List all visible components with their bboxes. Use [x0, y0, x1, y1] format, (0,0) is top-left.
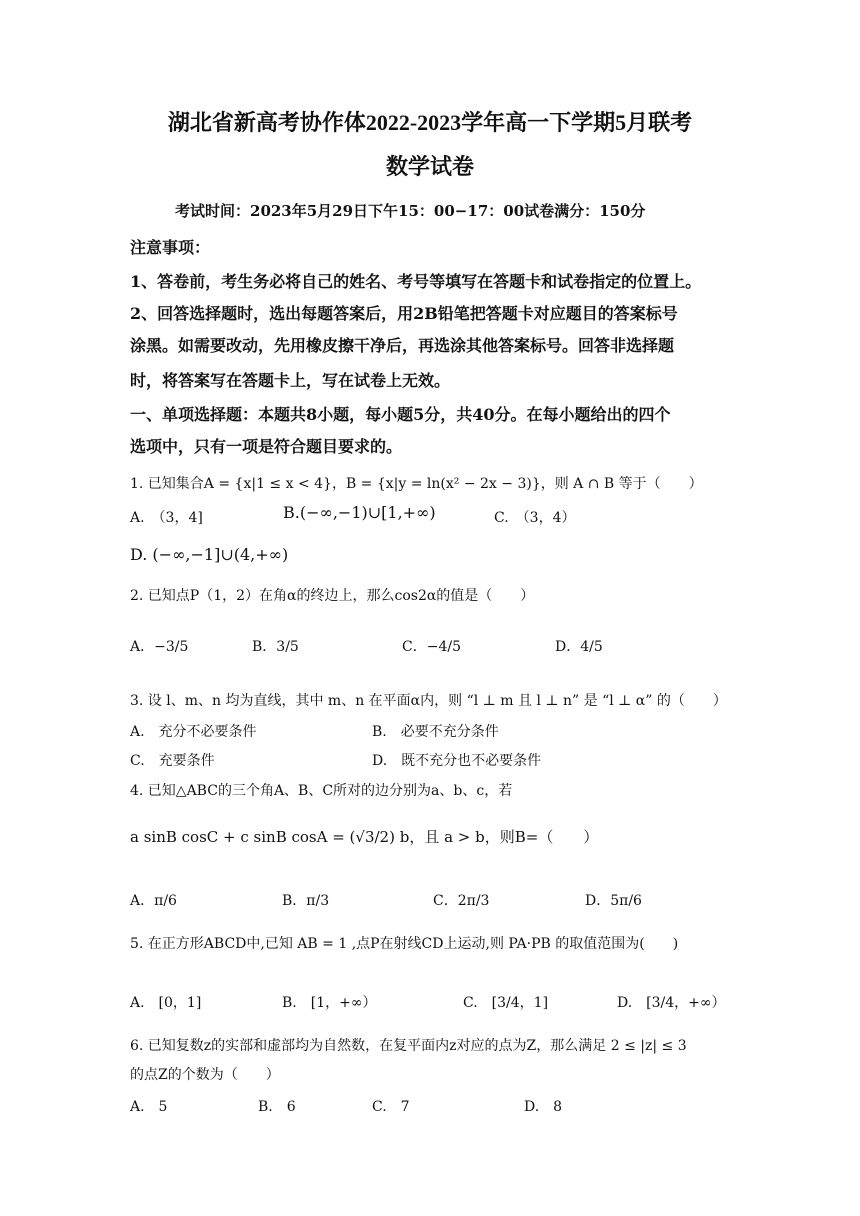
option-label: A．	[130, 639, 155, 655]
notes-item-2-line-3-text: 时，将答案写在答题卡上，写在试卷上无效。	[130, 371, 451, 390]
section-1-line-1	[130, 402, 671, 425]
option-text: D. 既不充分也不必要条件	[372, 753, 542, 769]
option-label: A．	[130, 893, 155, 909]
question-5-option-c	[463, 992, 548, 1012]
option-text: D. [3/4，+∞）	[617, 995, 726, 1011]
option-text: A. 5	[130, 1099, 168, 1115]
option-value: 3/5	[276, 639, 299, 655]
notes-heading	[130, 235, 210, 258]
question-4-formula	[130, 826, 598, 847]
question-6-option-a	[130, 1096, 167, 1116]
question-1-option-a	[130, 507, 203, 527]
option-text: A. （3，4]	[130, 510, 203, 526]
option-text: C. 7	[372, 1099, 410, 1115]
question-6-stem-line-1	[130, 1035, 687, 1055]
question-6-option-d	[524, 1096, 562, 1116]
option-text: C. [3/4，1]	[463, 995, 549, 1011]
option-label: D．	[585, 893, 611, 909]
option-label: B．	[252, 639, 277, 655]
option-value: −3/5	[154, 639, 189, 655]
question-5-option-d	[617, 992, 726, 1012]
section-1-line-2	[130, 434, 402, 457]
option-text: C. 充要条件	[130, 753, 215, 769]
option-text: C. （3，4）	[494, 510, 576, 526]
option-label: C．	[402, 639, 427, 655]
question-4-formula-text: a sinB cosC + c sinB cosA = (√3/2) b，且 a > b，则B=（ ）	[130, 828, 599, 846]
notes-item-1-text: 1、答卷前，考生务必将自己的姓名、考号等填写在答题卡和试卷指定的位置上。	[130, 272, 702, 291]
notes-item-1	[130, 269, 701, 292]
question-2-option-c	[402, 636, 461, 656]
question-4-option-b	[282, 890, 329, 910]
question-4-option-a	[130, 890, 177, 910]
question-6-stem-line-1-text: 6. 已知复数z的实部和虚部均为自然数，在复平面内z对应的点为Z，那么满足 2 ≤ |z| ≤ 3	[130, 1038, 687, 1054]
option-text: D. (−∞,−1]∪(4,+∞)	[130, 545, 289, 564]
title-text: 湖北省新高考协作体2022-2023学年高一下学期5月联考	[167, 110, 693, 135]
question-2-option-b	[252, 636, 299, 656]
page-title	[0, 106, 860, 137]
notes-item-2-line-2-text: 涂黑。如需要改动，先用橡皮擦干净后，再选涂其他答案标号。回答非选择题	[130, 336, 675, 355]
option-value: 4/5	[580, 639, 603, 655]
notes-item-2-line-1-text: 2、回答选择题时，选出每题答案后，用2B铅笔把答题卡对应题目的答案标号	[130, 304, 678, 323]
question-5-stem-text: 5. 在正方形ABCD中,已知 AB = 1 ,点P在射线CD上运动,则 PA·PB 的取值范围为( )	[130, 936, 679, 952]
question-5-option-b	[282, 992, 377, 1012]
option-value: 5π/6	[610, 893, 642, 909]
question-3-option-a	[130, 721, 257, 741]
exam-info	[175, 200, 645, 221]
option-label: B．	[282, 893, 307, 909]
question-3-stem	[130, 690, 727, 710]
question-1-stem	[130, 473, 703, 493]
question-6-stem-line-2	[130, 1064, 280, 1084]
question-2-option-d	[555, 636, 603, 656]
question-3-option-b	[372, 721, 499, 741]
question-4-option-d	[585, 890, 642, 910]
exam-info-text: 考试时间：2023年5月29日下午15：00−17：00试卷满分：150分	[175, 202, 646, 220]
option-label: D．	[555, 639, 581, 655]
question-3-stem-text: 3. 设 l、m、n 均为直线，其中 m、n 在平面α内，则 “l ⊥ m 且 l ⊥ n” 是 “l ⊥ α” 的（ ）	[130, 693, 727, 709]
notes-item-2-line-1	[130, 301, 678, 324]
option-value: π/3	[306, 893, 330, 909]
question-3-option-d	[372, 750, 541, 770]
option-text: A. 充分不必要条件	[130, 724, 257, 740]
question-1-option-b	[283, 503, 436, 522]
question-6-stem-line-2-text: 的点Z的个数为（ ）	[130, 1067, 280, 1083]
question-5-option-a	[130, 992, 201, 1012]
question-1-stem-text: 1. 已知集合A = {x|1 ≤ x < 4}，B = {x|y = ln(x² − 2x − 3)}，则 A ∩ B 等于（ ）	[130, 476, 703, 492]
option-text: B.(−∞,−1)∪[1,+∞)	[283, 503, 436, 522]
option-text: A. [0，1]	[130, 995, 202, 1011]
question-5-stem	[130, 933, 678, 953]
question-2-stem	[130, 585, 534, 605]
option-value: −4/5	[426, 639, 461, 655]
subtitle-text: 数学试卷	[385, 154, 474, 179]
question-4-stem	[130, 780, 512, 800]
option-label: C．	[433, 893, 458, 909]
question-4-option-c	[433, 890, 489, 910]
page-subtitle	[0, 150, 860, 181]
question-6-option-b	[258, 1096, 296, 1116]
option-text: D. 8	[524, 1099, 563, 1115]
option-value: 2π/3	[457, 893, 490, 909]
section-1-line-2-text: 选项中，只有一项是符合题目要求的。	[130, 437, 403, 456]
option-text: B. 6	[258, 1099, 296, 1115]
question-1-option-d	[130, 545, 288, 564]
question-3-option-c	[130, 750, 215, 770]
question-4-stem-text: 4. 已知△ABC的三个角A、B、C所对的边分别为a、b、c，若	[130, 783, 513, 799]
question-2-option-a	[130, 636, 188, 656]
option-text: B. 必要不充分条件	[372, 724, 499, 740]
notes-item-2-line-3	[130, 368, 450, 391]
option-text: B. [1，+∞）	[282, 995, 377, 1011]
option-value: π/6	[154, 893, 177, 909]
question-2-stem-text: 2. 已知点P（1，2）在角α的终边上，那么cos2α的值是（ ）	[130, 588, 535, 604]
notes-item-2-line-2	[130, 333, 674, 356]
section-1-line-1-text: 一、单项选择题：本题共8小题，每小题5分，共40分。在每小题给出的四个	[130, 405, 671, 424]
question-6-option-c	[372, 1096, 410, 1116]
question-1-option-c	[494, 507, 575, 527]
notes-heading-text: 注意事项：	[130, 238, 211, 257]
